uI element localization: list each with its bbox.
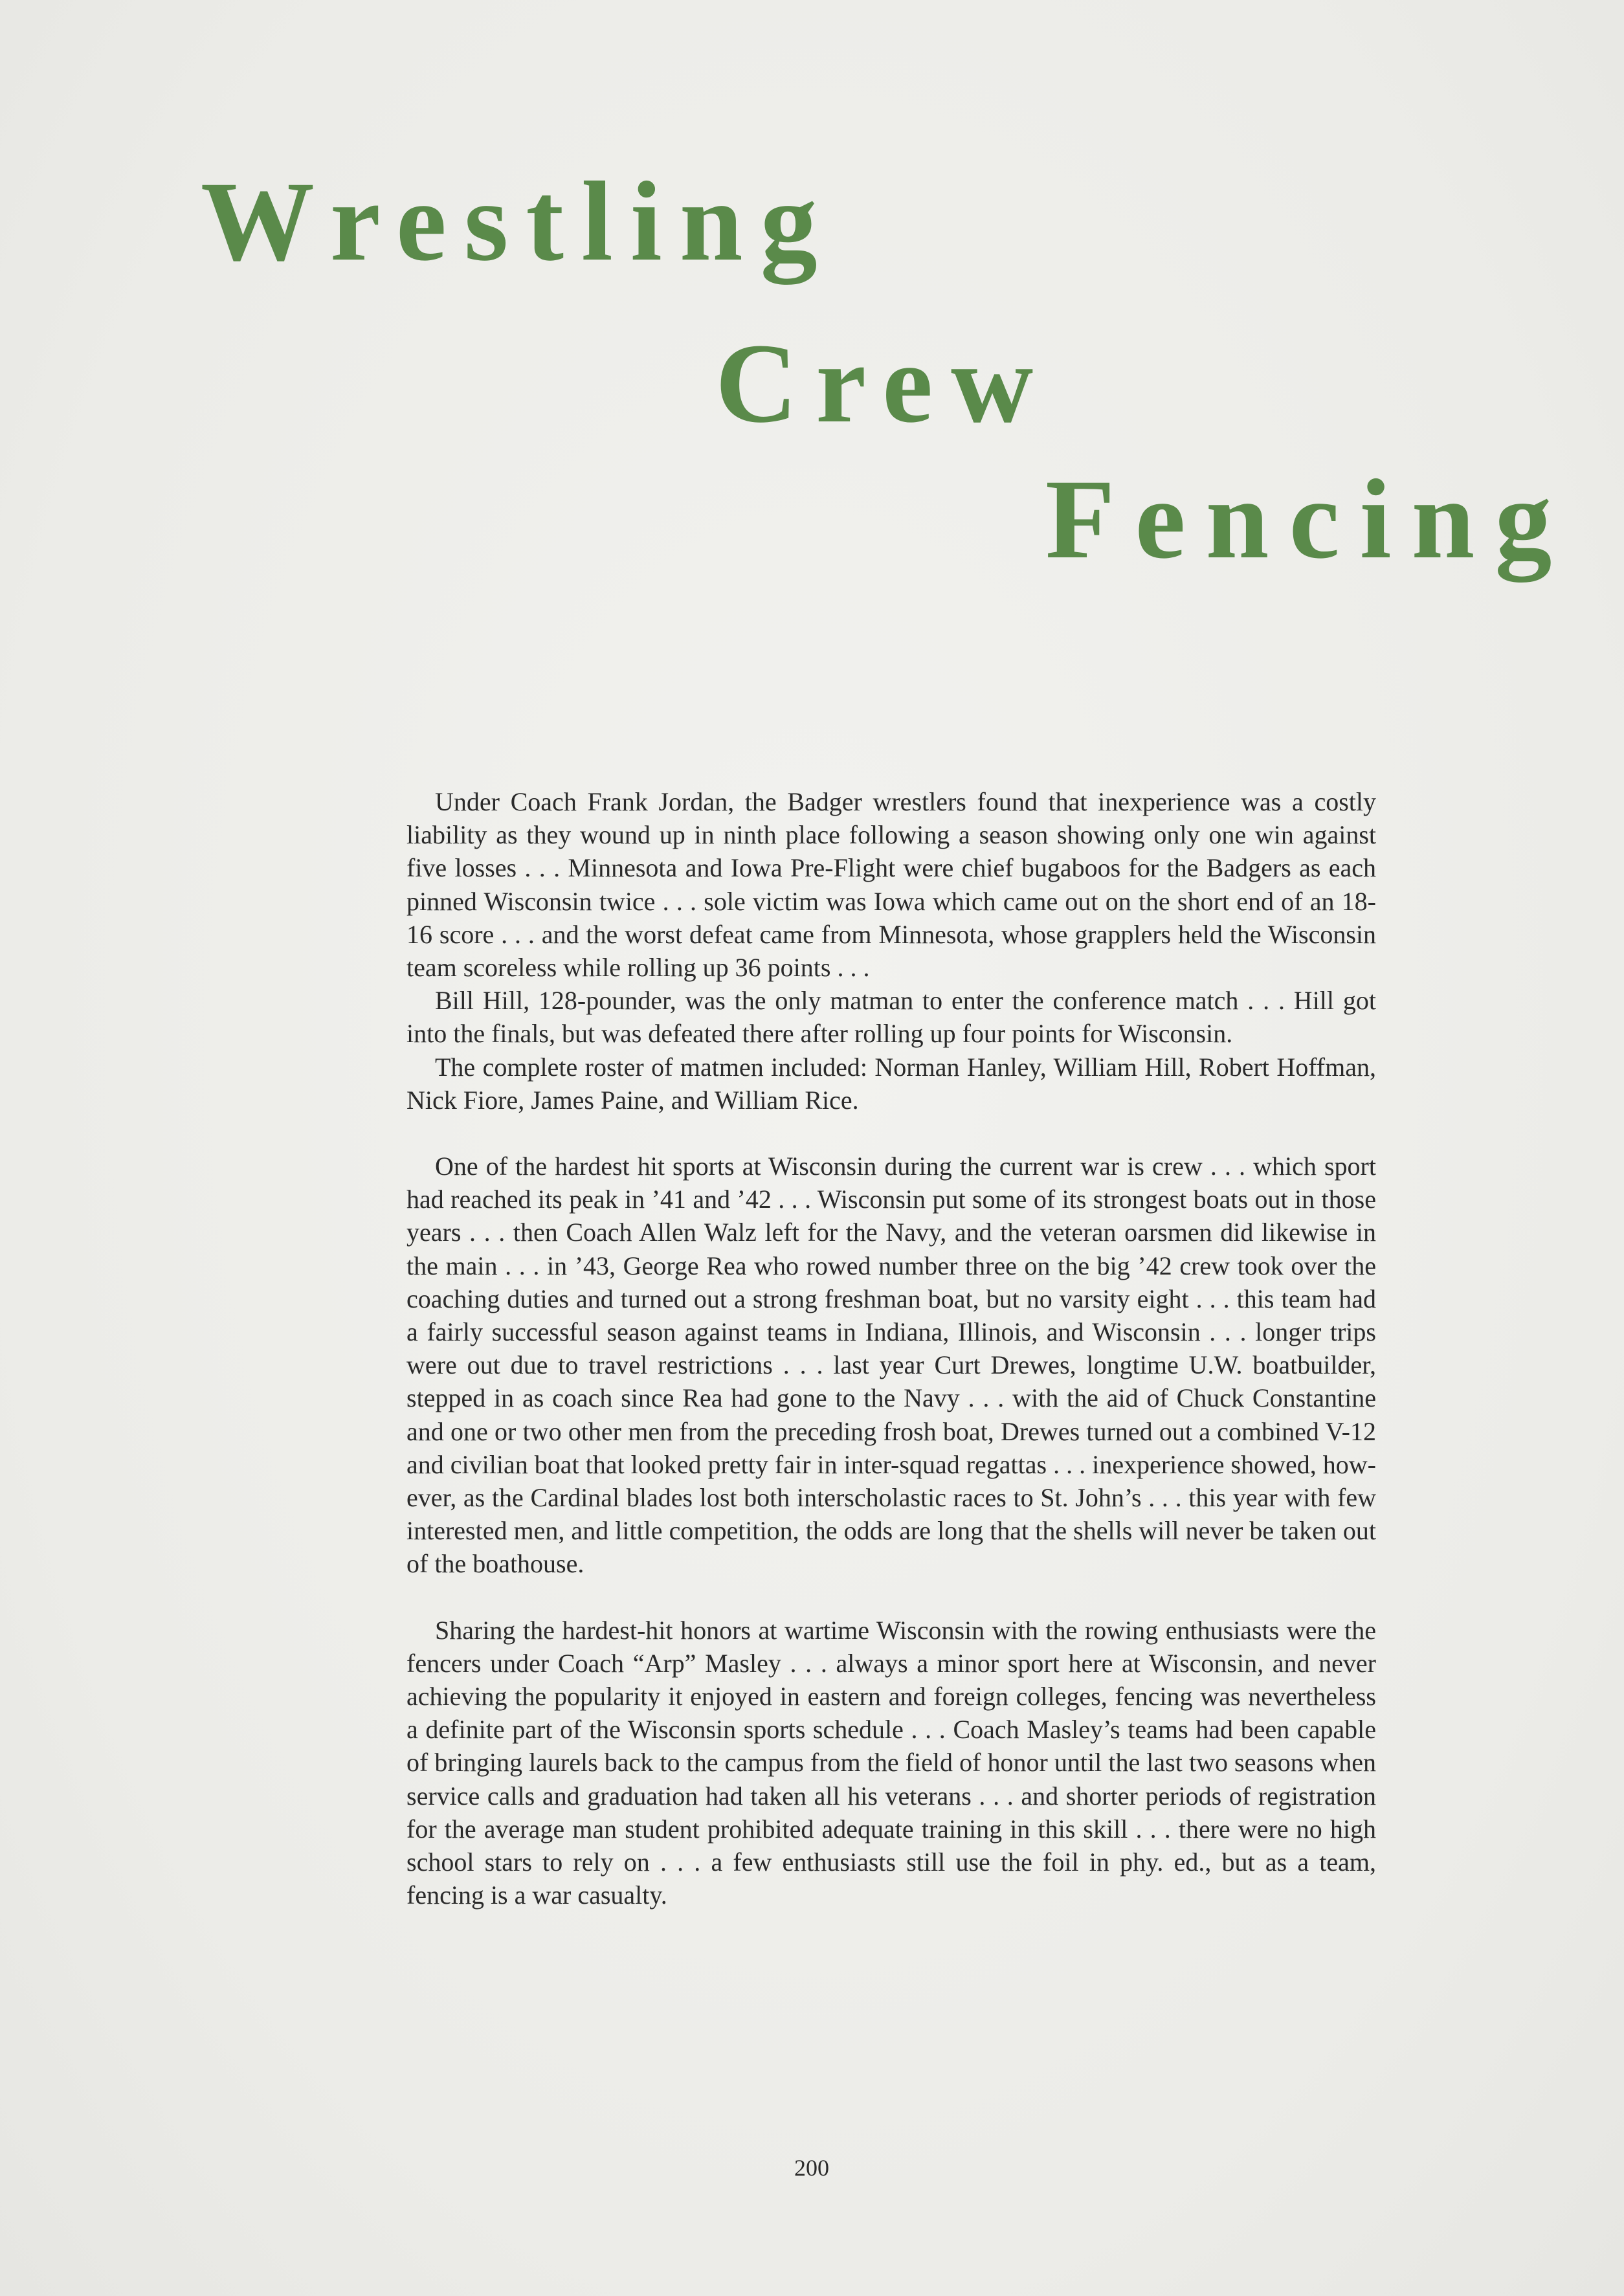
crew-section	[406, 1150, 1376, 1581]
page-number: 200	[794, 2155, 829, 2181]
fencing-paragraph: Sharing the hardest-hit honors at wartime Wisconsin with the rowing enthusiasts were the fencers under Coach “Arp” Masley . . . always a minor sport here at Wisconsin, and never achieving the popularity it enjoyed in eastern and foreign colleges, fencing was nevertheless a definite part of the Wisconsin sports schedule . . . Coach Masley’s teams had been capable of bringing laurels back to the campus from the field of honor until the last two seasons when service calls and graduation had taken all his veterans . . . and shorter periods of registration for the average man student prohibited adequate training in this skill . . . there were no high school stars to rely on . . . a few enthusiasts still use the foil in phy. ed., but as a team, fencing is a war casualty.	[406, 1615, 1376, 1910]
heading-crew: Crew	[715, 320, 1052, 447]
fencing-section	[406, 1614, 1376, 1912]
wrestling-paragraph: Under Coach Frank Jordan, the Badger wrestlers found that inexperience was a costly liability as they wound up in ninth place following a season showing only one win against five losses . . . Minnesota and Iowa Pre-Flight were chief bugaboos for the Badgers as each pinned Wisconsin twice . . . sole victim was Iowa which came out on the short end of an 18-16 score . . . and the worst defeat came from Minnesota, whose grapplers held the Wisconsin team scoreless while rolling up 36 points . . .	[406, 787, 1376, 983]
heading-wrestling: Wrestling	[201, 159, 835, 285]
wrestling-section	[406, 785, 1376, 1117]
crew-paragraph: One of the hardest hit sports at Wisconsin during the current war is crew . . . which sport had reached its peak in ’41 and ’42 . . . Wisconsin put some of its strongest boats out in those years . . . then Coach Allen Walz left for the Navy, and the veteran oarsmen did likewise in the main . . . in ’43, George Rea who rowed number three on the big ’42 crew took over the coaching duties and turned out a strong freshman boat, but no varsity eight . . . this team had a fairly successful season against teams in Indiana, Illinois, and Wisconsin . . . longer trips were out due to travel restrictions . . . last year Curt Drewes, longtime U.W. boatbuilder, stepped in as coach since Rea had gone to the Navy . . . with the aid of Chuck Constantine and one or two other men from the preceding frosh boat, Drewes turned out a combined V-12 and civilian boat that looked pretty fair in inter-squad regattas . . . inexperience showed, however, as the Cardinal blades lost both interscholastic races to St. John’s . . . this year with few interested men, and little competition, the odds are long that the shells will never be taken out of the boathouse.	[406, 1152, 1376, 1579]
article-body	[406, 785, 1376, 1912]
heading-fencing: Fencing	[1045, 456, 1572, 583]
wrestling-paragraph: Bill Hill, 128-pounder, was the only matman to enter the conference match . . . Hill got into the finals, but was defeated there after rolling up four points for Wisconsin.	[406, 986, 1376, 1049]
wrestling-paragraph: The complete roster of matmen included: Norman Hanley, William Hill, Robert Hoffman, Nick Fiore, James Paine, and William Rice.	[406, 1052, 1376, 1115]
